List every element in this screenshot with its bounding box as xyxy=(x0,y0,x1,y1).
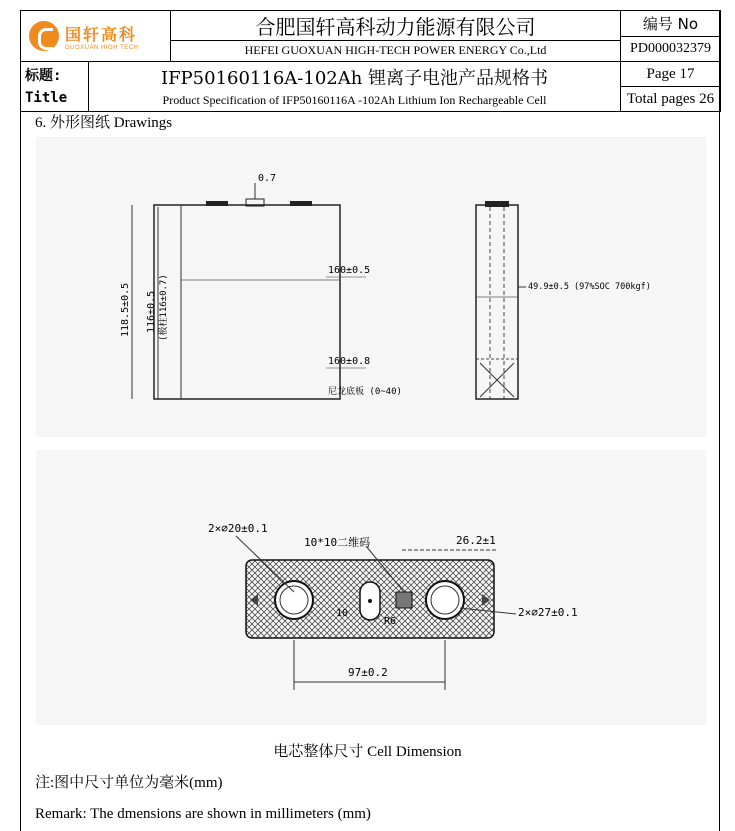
dim-height-total-label: 118.5±0.5 xyxy=(120,282,131,337)
company-name-en: HEFEI GUOXUAN HIGH-TECH POWER ENERGY Co.,Ltd xyxy=(171,40,620,59)
dim-height-note: (极柱116±0.7) xyxy=(159,274,169,341)
unit-note: 注:图中尺寸单位为毫米(mm) xyxy=(35,775,223,791)
side-view-drawing xyxy=(36,137,706,437)
drawing-caption: 电芯整体尺寸 Cell Dimension xyxy=(273,744,462,760)
dim-height-body-label: 116±0.5 xyxy=(146,290,157,333)
section-title: 6. 外形图纸 Drawings xyxy=(35,115,173,131)
terminal-hole-right xyxy=(426,581,464,619)
hole-small-label: 2×⌀20±0.1 xyxy=(208,522,268,535)
dim-width-top-label: 160±0.5 xyxy=(328,265,371,276)
vent-width-label: 10 xyxy=(336,608,349,619)
cell-body-outline xyxy=(154,205,340,399)
pitch-small-label: 26.2±1 xyxy=(456,534,496,547)
terminal-hole-left xyxy=(275,581,313,619)
top-view-drawing xyxy=(36,450,706,725)
company-cell xyxy=(171,11,621,62)
hole-large-label: 2×⌀27±0.1 xyxy=(518,606,578,619)
dim-bottom-note: 尼龙底板 (0~40) xyxy=(328,387,402,397)
vent-radius-label: R6 xyxy=(384,616,397,627)
title-label-cell xyxy=(21,62,89,112)
front-terminal xyxy=(485,201,509,207)
logo-cell xyxy=(21,11,171,62)
title-cell xyxy=(89,62,621,112)
doc-number-value: PD000032379 xyxy=(621,37,721,62)
doc-title: IFP50160116A-102Ah 锂离子电池产品规格书 xyxy=(160,67,549,89)
document-header xyxy=(20,10,721,112)
company-logo-icon xyxy=(29,21,59,51)
title-label-en: Title xyxy=(25,89,68,106)
front-view-outline xyxy=(476,205,518,399)
qr-code-label: 10*10二维码 xyxy=(304,536,371,549)
vent-dot xyxy=(368,599,372,603)
total-pages: Total pages 26 xyxy=(621,87,721,112)
logo-text-cn: 国轩高科 xyxy=(65,24,138,44)
terminal-right xyxy=(290,201,312,206)
page-number: Page 17 xyxy=(621,62,721,87)
title-label-cn: 标题: xyxy=(25,67,62,84)
dim-top-label: 0.7 xyxy=(258,173,277,184)
unit-remark: Remark: The dmensions are shown in millimeters (mm) xyxy=(35,806,371,822)
doc-subtitle: Product Specification of IFP50160116A -102Ah Lithium Ion Rechargeable Cell xyxy=(162,92,547,107)
terminal-left xyxy=(206,201,228,206)
dim-width-bottom-label: 160±0.8 xyxy=(328,356,371,367)
dim-thickness-label: 49.9±0.5 (97%SOC 700kgf) xyxy=(528,282,651,292)
terminal-pitch-label: 97±0.2 xyxy=(348,666,388,679)
company-name-cn: 合肥国轩高科动力能源有限公司 xyxy=(255,14,536,39)
logo-text-en: GUOXUAN HIGH TECH xyxy=(65,44,139,51)
doc-number-label: 编号 No xyxy=(621,11,721,37)
qr-code-area xyxy=(396,592,412,608)
